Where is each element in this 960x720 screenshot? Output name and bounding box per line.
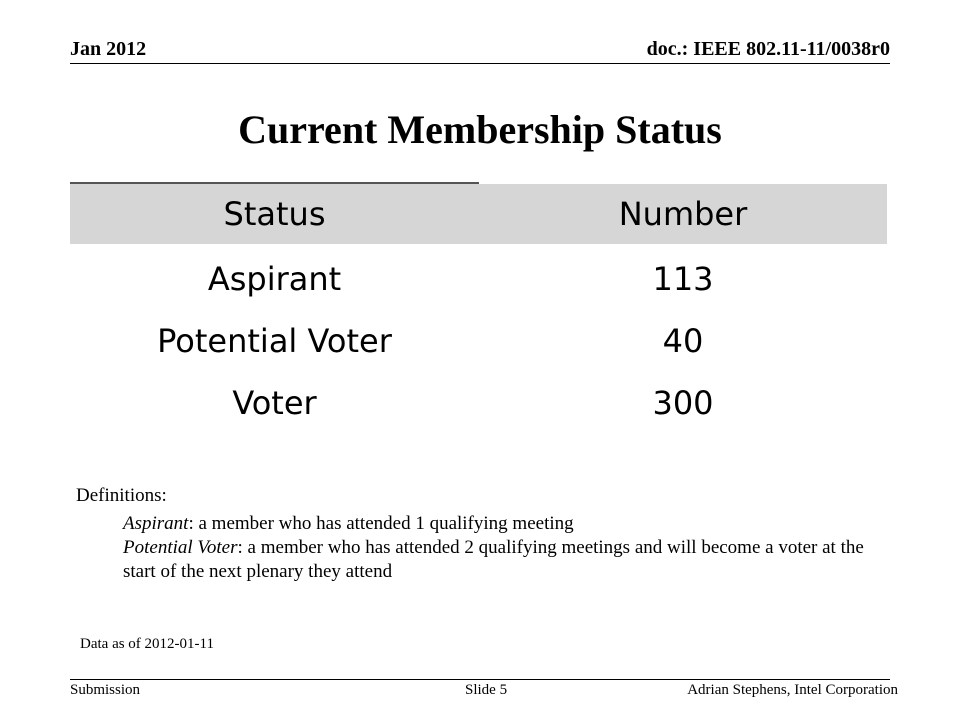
table-row [70,310,887,372]
membership-table [70,184,887,434]
definition-item [123,536,876,584]
status-cell: Potential Voter [157,322,392,360]
definition-term: Aspirant [123,513,189,534]
definition-text: : a member who has attended 2 qualifying meetings and will become a voter at the start of the next plenary they attend [123,537,864,582]
table-row [70,244,887,310]
definition-text: : a member who has attended 1 qualifying meeting [188,513,574,534]
slide-title: Current Membership Status [238,107,722,152]
definitions [76,484,876,584]
definitions-list [123,512,876,584]
column-header-status: Status [70,184,479,244]
table-header-row [70,184,887,244]
definition-item [123,512,876,536]
footer-slide-number: Slide 5 [465,682,508,698]
header-date: Jan 2012 [70,38,147,60]
column-header-number: Number [479,184,887,244]
header-doc-id: doc.: IEEE 802.11-11/0038r0 [646,38,890,60]
definitions-heading: Definitions: [76,485,167,506]
status-cell: Aspirant [207,260,342,298]
number-cell: 40 [662,322,704,360]
table-row [70,372,887,434]
status-cell: Voter [232,384,317,422]
data-as-of-note: Data as of 2012-01-11 [80,636,214,652]
footer-divider [70,679,890,680]
footer-submission: Submission [70,682,141,698]
header-divider [70,63,890,64]
number-cell: 113 [652,260,714,298]
footer-author: Adrian Stephens, Intel Corporation [687,682,898,698]
definition-term: Potential Voter [123,537,238,558]
number-cell: 300 [652,384,714,422]
